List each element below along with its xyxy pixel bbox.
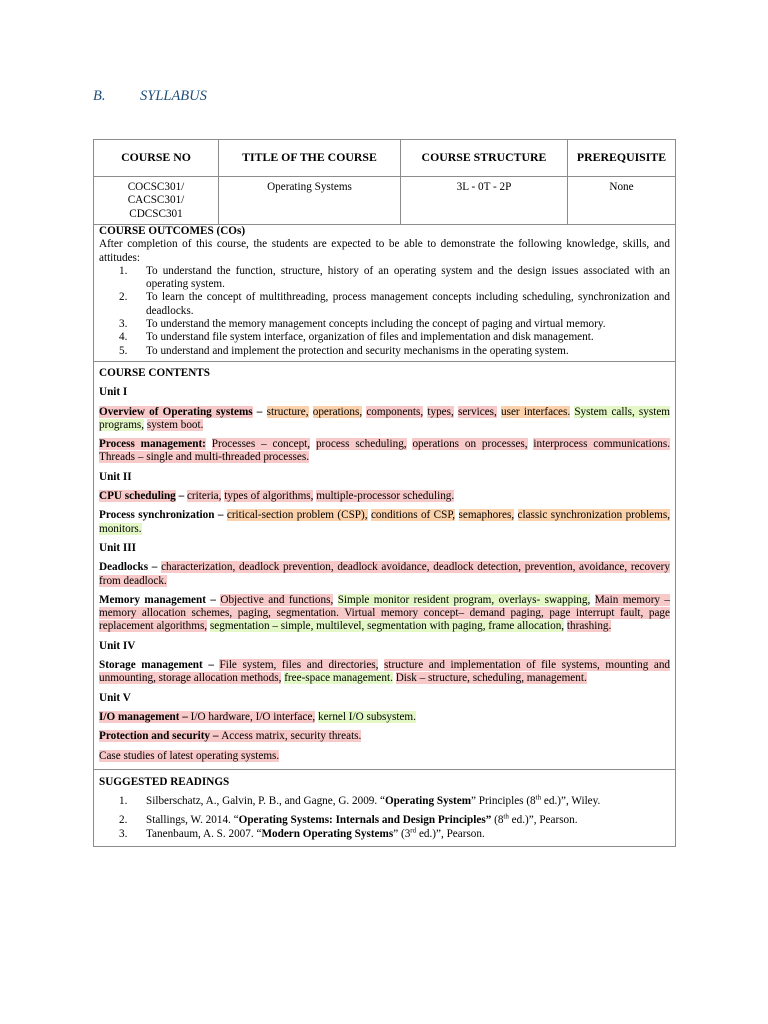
section-letter: B.: [93, 88, 106, 104]
overview-paragraph: Overview of Operating systems – structure, operations, components, types, services, user interfaces. System calls, system programs, system boot.: [99, 405, 671, 431]
list-item: 2. To learn the concept of multithreading, process management concepts including scheduling, synchronization and deadlocks.: [119, 291, 670, 317]
header-title: TITLE OF THE COURSE: [219, 140, 401, 177]
readings-row: [94, 769, 676, 846]
course-no-3: CDCSC301: [129, 207, 183, 220]
course-no-2: CACSC301/: [127, 194, 185, 207]
unit-2-label: Unit II: [99, 470, 132, 483]
syllabus-table: [93, 139, 676, 847]
unit-5-label: Unit V: [99, 691, 131, 704]
header-course-no: COURSE NO: [94, 140, 219, 177]
list-item: 4. To understand file system interface, organization of files and implementation and disk management.: [119, 331, 594, 344]
outcomes-title: COURSE OUTCOMES (COs): [99, 225, 246, 237]
course-no-cell: [94, 177, 219, 225]
io-management-paragraph: I/O management – I/O hardware, I/O interface, kernel I/O subsystem.: [99, 710, 416, 723]
list-item: 1. Silberschatz, A., Galvin, P. B., and Gagne, G. 2009. “Operating System” Principles (8th ed.)”, Wiley.: [119, 793, 601, 808]
outcomes-list: [99, 265, 670, 358]
list-item: 1. To understand the function, structure, history of an operating system and the design issues associated with an operating system.: [119, 264, 670, 291]
header-row: [94, 140, 676, 177]
deadlocks-paragraph: Deadlocks – characterization, deadlock prevention, deadlock avoidance, deadlock detection, prevention, avoidance, recovery from deadlock.: [99, 561, 670, 587]
unit-3-label: Unit III: [99, 541, 136, 554]
header-prerequisite: PREREQUISITE: [568, 140, 676, 177]
section-heading: [93, 88, 207, 105]
course-row: [94, 177, 676, 225]
course-structure-cell: 3L - 0T - 2P: [401, 177, 568, 225]
process-sync-paragraph: Process synchronization – critical-section problem (CSP), conditions of CSP, semaphores, classic synchronization problems, monitors.: [99, 509, 671, 535]
memory-management-paragraph: Memory management – Objective and functions, Simple monitor resident program, overlays- swapping, Main memory – memory allocation schemes, paging, segmentation. Virtual memory concept– demand paging, page interrupt fault, page replacement algorithms, segmentation – simple, multilevel, segmentation with paging, frame allocation, thrashing.: [99, 593, 671, 633]
readings-list: [99, 795, 670, 841]
outcomes-intro: After completion of this course, the students are expected to be able to demonstrate the following knowledge, skills, and attitudes:: [99, 238, 670, 264]
header-structure: COURSE STRUCTURE: [401, 140, 568, 177]
contents-row: [94, 361, 676, 769]
unit-4-label: Unit IV: [99, 639, 136, 652]
course-no-1: COCSC301/: [127, 181, 185, 193]
protection-paragraph: Protection and security – Access matrix, security threats.: [99, 730, 362, 743]
prerequisite-cell: None: [568, 177, 676, 225]
section-title: SYLLABUS: [140, 88, 207, 104]
course-title-cell: Operating Systems: [219, 177, 401, 225]
list-item: 5. To understand and implement the protection and security mechanisms in the operating system.: [119, 344, 569, 357]
process-management-paragraph: Process management: Processes – concept, process scheduling, operations on processes, interprocess communications. Threads – single and multi-threaded processes.: [99, 438, 671, 464]
list-item: 3. Tanenbaum, A. S. 2007. “Modern Operating Systems” (3rd ed.)”, Pearson.: [119, 825, 485, 840]
list-item: 3. To understand the memory management concepts including the concept of paging and virtual memory.: [119, 318, 606, 331]
unit-1-label: Unit I: [99, 386, 128, 399]
cpu-scheduling-paragraph: CPU scheduling – criteria, types of algorithms, multiple-processor scheduling.: [99, 490, 455, 503]
storage-management-paragraph: Storage management – File system, files and directories, structure and implementation of file systems, mounting and unmounting, storage allocation methods, free-space management. Disk – structure, scheduling, management.: [99, 659, 671, 685]
case-studies-paragraph: Case studies of latest operating systems.: [99, 749, 280, 762]
contents-title: COURSE CONTENTS: [99, 366, 210, 379]
readings-title: SUGGESTED READINGS: [99, 775, 230, 788]
list-item: 2. Stallings, W. 2014. “Operating Systems: Internals and Design Principles” (8th ed.)”, Pearson.: [119, 812, 578, 827]
outcomes-row: [94, 225, 676, 362]
